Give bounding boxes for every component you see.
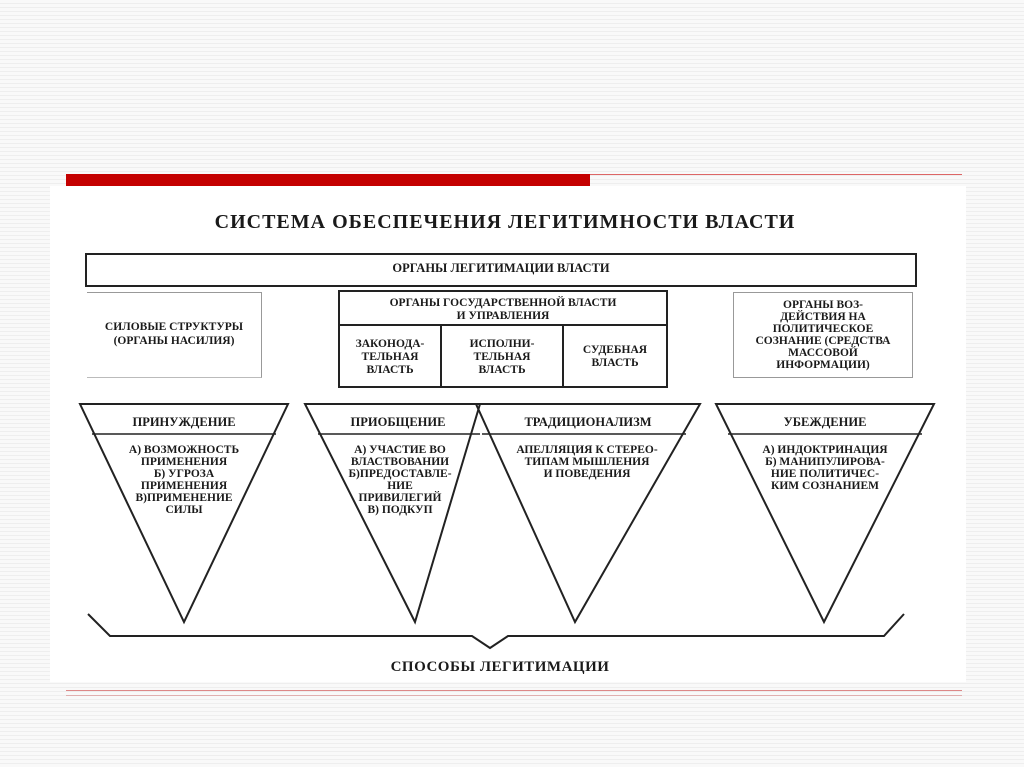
force-structures-line1: СИЛОВЫЕ СТРУКТУРЫ — [104, 321, 244, 333]
judicial-line1: СУДЕБНАЯ — [582, 344, 648, 356]
government-line2: И УПРАВЛЕНИЯ — [456, 310, 550, 322]
media-line4: СОЗНАНИЕ (СРЕДСТВА — [755, 335, 891, 347]
legislative-line2: ТЕЛЬНАЯ — [361, 351, 419, 363]
method-involvement-line3: Б)ПРЕДОСТАВЛЕ- — [348, 468, 452, 480]
method-involvement-line4: НИЕ — [387, 480, 413, 492]
method-persuasion-line2: Б) МАНИПУЛИРОВА- — [765, 456, 885, 468]
method-traditionalism-line1: АПЕЛЛЯЦИЯ К СТЕРЕО- — [516, 444, 658, 456]
media-line3: ПОЛИТИЧЕСКОЕ — [772, 323, 874, 335]
media-line2: ДЕЙСТВИЯ НА — [780, 311, 866, 323]
method-traditionalism-line2: ТИПАМ МЫШЛЕНИЯ — [524, 456, 650, 468]
footer-label: СПОСОБЫ ЛЕГИТИМАЦИИ — [390, 659, 610, 675]
media-line5: МАССОВОЙ — [788, 347, 858, 359]
method-involvement-title: ПРИОБЩЕНИЕ — [350, 415, 446, 429]
persuasion-triangle — [716, 404, 934, 622]
footer-bracket — [88, 614, 904, 648]
government-line1: ОРГАНЫ ГОСУДАРСТВЕННОЙ ВЛАСТИ — [389, 297, 617, 309]
method-coercion-title: ПРИНУЖДЕНИЕ — [132, 415, 236, 429]
force-structures-line2: (ОРГАНЫ НАСИЛИЯ) — [113, 335, 235, 347]
method-coercion-line1: А) ВОЗМОЖНОСТЬ — [128, 444, 240, 456]
method-coercion-line4: ПРИМЕНЕНИЯ — [140, 480, 228, 492]
method-persuasion-line1: А) ИНДОКТРИНАЦИЯ — [762, 444, 888, 456]
organs-header-label: ОРГАНЫ ЛЕГИТИМАЦИИ ВЛАСТИ — [392, 261, 610, 275]
method-involvement-line1: А) УЧАСТИЕ ВО — [354, 444, 446, 456]
method-persuasion-line3: НИЕ ПОЛИТИЧЕС- — [770, 468, 880, 480]
media-line6: ИНФОРМАЦИИ) — [776, 359, 870, 371]
executive-line1: ИСПОЛНИ- — [469, 338, 535, 350]
media-line1: ОРГАНЫ ВОЗ- — [783, 299, 863, 311]
method-traditionalism-title: ТРАДИЦИОНАЛИЗМ — [524, 415, 652, 429]
diagram-title: СИСТЕМА ОБЕСПЕЧЕНИЯ ЛЕГИТИМНОСТИ ВЛАСТИ — [214, 211, 796, 233]
executive-line3: ВЛАСТЬ — [478, 364, 526, 376]
method-coercion-line3: Б) УГРОЗА — [153, 468, 215, 480]
method-traditionalism-line3: И ПОВЕДЕНИЯ — [543, 468, 631, 480]
method-involvement-line5: ПРИВИЛЕГИЙ — [358, 492, 442, 504]
method-coercion-line6: СИЛЫ — [165, 504, 203, 516]
executive-line2: ТЕЛЬНАЯ — [473, 351, 531, 363]
legislative-line3: ВЛАСТЬ — [366, 364, 414, 376]
method-persuasion-title: УБЕЖДЕНИЕ — [783, 415, 867, 429]
judicial-line2: ВЛАСТЬ — [591, 357, 639, 369]
method-persuasion-line4: КИМ СОЗНАНИЕМ — [771, 480, 879, 492]
traditionalism-triangle — [476, 404, 700, 622]
method-involvement-line2: ВЛАСТВОВАНИИ — [350, 456, 450, 468]
method-coercion-line2: ПРИМЕНЕНИЯ — [140, 456, 228, 468]
legislative-line1: ЗАКОНОДА- — [355, 338, 425, 350]
method-coercion-line5: В)ПРИМЕНЕНИЕ — [135, 492, 233, 504]
method-involvement-line6: В) ПОДКУП — [367, 504, 433, 516]
